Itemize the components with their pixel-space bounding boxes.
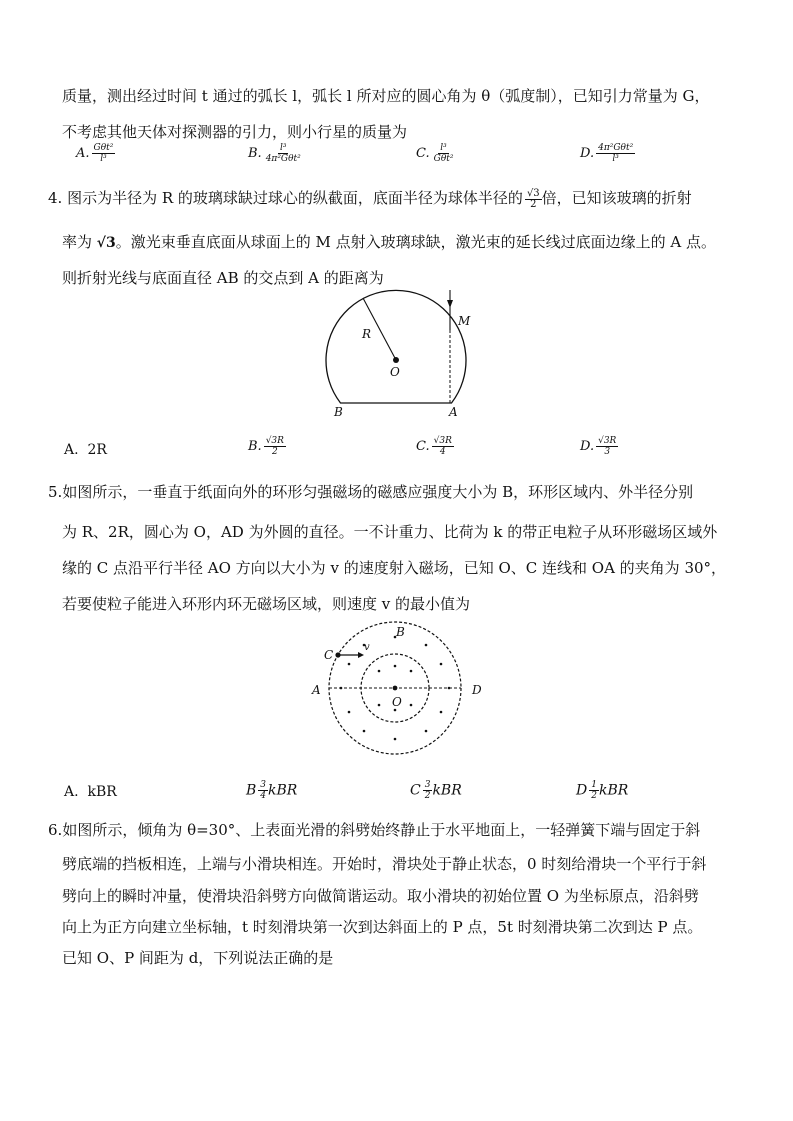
q5-stem-line4: 若要使粒子能进入环形内环无磁场区域，则速度 v 的最小值为 bbox=[62, 595, 471, 613]
q4-stem-line1 bbox=[48, 188, 692, 210]
option-text: kBR bbox=[87, 784, 117, 800]
label-O: O bbox=[392, 695, 402, 709]
fraction bbox=[92, 143, 116, 164]
numerator: √3R bbox=[598, 436, 617, 446]
radical: √3 bbox=[96, 235, 116, 251]
option-label: B. bbox=[248, 439, 262, 454]
option-label: A. bbox=[64, 784, 79, 800]
stem-text: 。激光束垂直底面从球面上的 M 点射入玻璃球缺，激光束的延长线过底面边缘上的 A 点。 bbox=[115, 233, 717, 251]
question-number: 6. bbox=[48, 821, 63, 839]
q3-option-b[interactable] bbox=[248, 143, 303, 164]
q4-option-a[interactable] bbox=[64, 442, 107, 458]
q3-stem-line2: 不考虑其他天体对探测器的引力，则小行星的质量为 bbox=[62, 123, 408, 141]
stem-text: 图示为半径为 R 的玻璃球缺过球心的纵截面，底面半径为球体半径的 bbox=[67, 189, 523, 207]
denominator: 4 bbox=[260, 791, 267, 801]
q6-stem-line2: 劈底端的挡板相连，上端与小滑块相连。开始时，滑块处于静止状态，0 时刻给滑块一个平行于斜 bbox=[62, 855, 707, 873]
stem-text: 如图所示，一垂直于纸面向外的环形匀强磁场的磁感应强度大小为 B，环形区域内、外半径分别 bbox=[62, 483, 694, 501]
denominator: l³ bbox=[612, 154, 619, 164]
stem-text: 倍，已知该玻璃的折射 bbox=[541, 189, 692, 207]
denominator: 2 bbox=[271, 447, 278, 457]
fraction bbox=[432, 436, 454, 457]
option-text: kBR bbox=[268, 782, 298, 799]
fraction bbox=[596, 143, 635, 164]
q5-stem-line1 bbox=[48, 482, 693, 502]
fraction bbox=[264, 143, 303, 164]
label-v: v bbox=[364, 642, 370, 653]
q5-figure bbox=[306, 618, 496, 766]
numerator: 4π²Gθt² bbox=[598, 143, 634, 153]
numerator: 1 bbox=[591, 780, 597, 790]
q4-option-d[interactable] bbox=[580, 436, 618, 457]
numerator: l³ bbox=[279, 143, 287, 153]
option-label: B. bbox=[248, 146, 262, 161]
option-label: C bbox=[410, 782, 421, 799]
q5-option-c[interactable] bbox=[410, 780, 462, 801]
q6-stem-line5: 已知 O、P 间距为 d，下列说法正确的是 bbox=[62, 949, 334, 967]
denominator: 2 bbox=[424, 791, 431, 801]
q5-option-d[interactable] bbox=[576, 780, 628, 801]
denominator: 4π²Gθt² bbox=[265, 154, 301, 164]
arrow-down-icon bbox=[447, 300, 453, 308]
denominator: l³ bbox=[100, 154, 107, 164]
stem-text: 率为 bbox=[62, 233, 93, 251]
option-label: D bbox=[576, 782, 588, 799]
option-text: kBR bbox=[598, 782, 629, 799]
q6-stem-line1 bbox=[48, 820, 700, 840]
fraction bbox=[525, 189, 542, 210]
q3-stem-line1: 质量，测出经过时间 t 通过的弧长 l，弧长 l 所对应的圆心角为 θ（弧度制），已知引力常量为 G， bbox=[62, 87, 710, 105]
label-M: M bbox=[458, 314, 471, 328]
label-B: B bbox=[396, 625, 405, 639]
q5-stem-line2: 为 R、2R，圆心为 O，AD 为外圆的直径。一不计重力、比荷为 k 的带正电粒子从环形磁场区域外 bbox=[62, 523, 718, 541]
numerator: Gθt² bbox=[93, 143, 114, 153]
label-A: A bbox=[312, 683, 321, 697]
numerator: 3 bbox=[424, 780, 431, 790]
fraction bbox=[423, 780, 433, 801]
denominator: Gθt² bbox=[433, 154, 454, 164]
fraction bbox=[432, 143, 456, 164]
fraction bbox=[264, 436, 286, 457]
q4-figure bbox=[320, 288, 480, 420]
q4-stem-line3: 则折射光线与底面直径 AB 的交点到 A 的距离为 bbox=[62, 269, 384, 287]
q3-option-d[interactable] bbox=[580, 143, 635, 164]
q5-option-a[interactable] bbox=[64, 784, 117, 800]
q6-stem-line3: 劈向上的瞬时冲量，使滑块沿斜劈方向做简谐运动。取小滑块的初始位置 O 为坐标原点，沿斜劈 bbox=[62, 887, 699, 905]
label-R: R bbox=[362, 327, 372, 341]
q3-option-c[interactable] bbox=[416, 143, 455, 164]
option-label: B bbox=[246, 782, 257, 799]
option-label: D. bbox=[580, 146, 595, 161]
denominator: 4 bbox=[439, 447, 446, 457]
option-text: 2R bbox=[87, 442, 107, 458]
fraction bbox=[589, 780, 599, 801]
q4-option-c[interactable] bbox=[416, 436, 454, 457]
center-point bbox=[393, 686, 398, 691]
option-label: D. bbox=[580, 439, 595, 454]
label-A: A bbox=[449, 405, 458, 419]
label-O: O bbox=[390, 365, 400, 379]
fraction bbox=[596, 436, 618, 457]
q4-option-b[interactable] bbox=[248, 436, 286, 457]
denominator: 3 bbox=[604, 447, 611, 457]
question-number: 4. bbox=[48, 189, 63, 207]
numerator: √3 bbox=[526, 187, 540, 199]
option-label: A. bbox=[76, 146, 90, 161]
label-C: C bbox=[324, 648, 334, 662]
q5-option-b[interactable] bbox=[246, 780, 297, 801]
q5-stem-line3: 缘的 C 点沿平行半径 AO 方向以大小为 v 的速度射入磁场，已知 O、C 连线和 OA 的夹角为 30°， bbox=[62, 559, 727, 577]
numerator: l³ bbox=[440, 143, 447, 153]
q4-stem-line2 bbox=[62, 232, 716, 253]
question-number: 5. bbox=[48, 483, 63, 501]
center-point bbox=[393, 357, 399, 363]
label-B: B bbox=[334, 405, 343, 419]
option-text: kBR bbox=[432, 782, 462, 799]
numerator: √3R bbox=[265, 436, 284, 446]
fraction bbox=[258, 780, 268, 801]
stem-text: 如图所示，倾角为 θ=30°、上表面光滑的斜劈始终静止于水平地面上，一轻弹簧下端与固定于斜 bbox=[62, 821, 701, 839]
q3-option-a[interactable] bbox=[76, 143, 115, 164]
numerator: 3 bbox=[260, 780, 267, 790]
label-D: D bbox=[472, 683, 482, 697]
denominator: 2 bbox=[591, 791, 597, 801]
glass-spherical-cap bbox=[326, 290, 466, 403]
option-label: C. bbox=[416, 439, 430, 454]
option-label: A. bbox=[64, 442, 79, 458]
denominator: 2 bbox=[530, 198, 537, 210]
q6-stem-line4: 向上为正方向建立坐标轴，t 时刻滑块第一次到达斜面上的 P 点，5t 时刻滑块第二次到达 P 点。 bbox=[62, 918, 703, 936]
option-label: C. bbox=[416, 146, 430, 161]
numerator: √3R bbox=[433, 436, 452, 446]
